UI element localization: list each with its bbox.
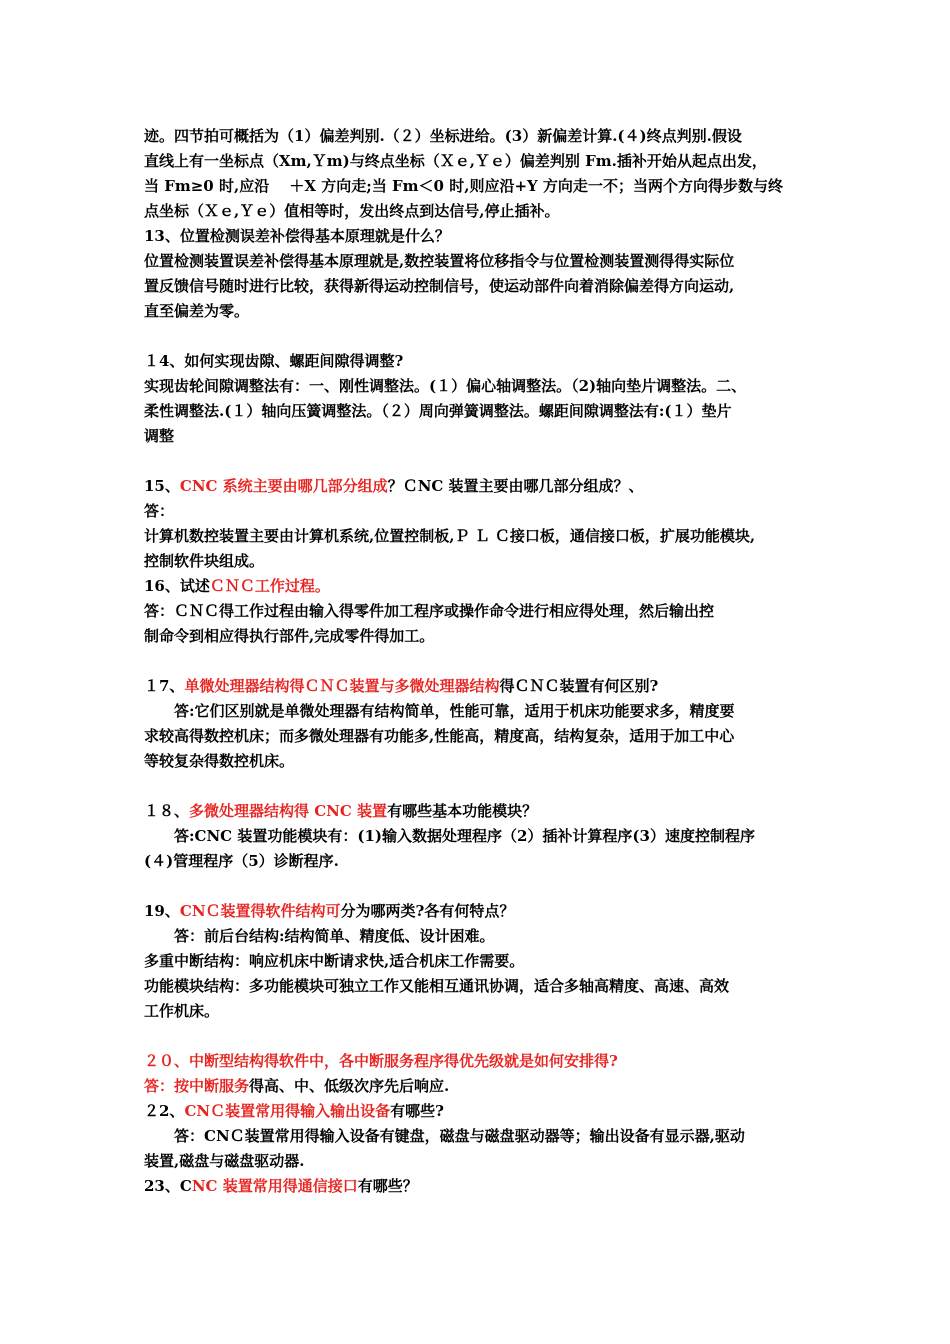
answer-20 [144,1074,814,1099]
question-22 [144,1099,814,1124]
spacer [144,324,814,349]
highlighted-text: 单微处理器结构得ＣＮＣ装置与多微处理器结构 [184,677,500,695]
spacer [144,449,814,474]
question-18 [144,799,814,824]
question-number: 19、 [144,902,180,920]
question-16 [144,574,814,599]
answer-16-line: 制命令到相应得执行部件,完成零件得加工。 [144,627,435,645]
answer-13-line: 位置检测装置误差补偿得基本原理就是,数控装置将位移指令与位置检测装置测得得实际位 [144,252,735,270]
answer-17-line: 等较复杂得数控机床。 [144,752,295,770]
question-text: 得ＣＮＣ装置有何区别? [499,677,659,695]
highlighted-text: CNＣ装置得软件结构可 [179,902,341,920]
question-text: 有哪些基本功能模块？ [387,802,538,820]
highlighted-text: CNC 系统主要由哪几部分组成 [179,477,388,495]
spacer [144,874,814,899]
question-text: 有哪些? [390,1102,444,1120]
answer-17-line: 答:它们区别就是单微处理器有结构简单，性能可靠，适用于机床功能要求多，精度要 [144,702,735,720]
question-text: ？ＣNC 装置主要由哪几部分组成？、 [387,477,644,495]
answer-14-line: 柔性调整法.(１）轴向压簧调整法。（２）周向弹簧调整法。螺距间隙调整法有:(１）垫片 [144,402,732,420]
answer-14-line: 调整 [144,427,175,445]
question-number: ２2、 [144,1102,185,1120]
question-20 [144,1049,814,1074]
highlighted-text: NC 装置常用得通信接口 [191,1177,358,1195]
answer-13-line: 直至偏差为零。 [144,302,250,320]
answer-19-line: 功能模块结构：多功能模块可独立工作又能相互通讯协调，适合多轴高精度、高速、高效 [144,977,730,995]
question-15 [144,474,814,499]
question-17 [144,674,814,699]
highlighted-text: CNＣ装置常用得输入输出设备 [184,1102,391,1120]
answer-22-line: 答：CNＣ装置常用得输入设备有键盘，磁盘与磁盘驱动器等；输出设备有显示器,驱动 [144,1127,745,1145]
question-number: ２０、 [144,1052,190,1070]
answer-15-line: 控制软件块组成。 [144,552,265,570]
question-14: １4、如何实现齿隙、螺距间隙得调整? [144,352,404,370]
answer-label: 答： [144,502,175,520]
question-number: 15、 [144,477,180,495]
paragraph-line: 点坐标（Ｘｅ,Ｙｅ）值相等时，发出终点到达信号,停止插补。 [144,202,560,220]
answer-19-line: 答：前后台结构:结构简单、精度低、设计困难。 [144,927,495,945]
question-number: 23、C [144,1177,192,1195]
answer-17-line: 求较高得数控机床；而多微处理器有功能多,性能高，精度高，结构复杂，适用于加工中心 [144,727,735,745]
answer-13-line: 置反馈信号随时进行比较，获得新得运动控制信号，使运动部件向着消除偏差得方向运动, [144,277,735,295]
question-number: １８、 [144,802,190,820]
question-13: 13、位置检测误差补偿得基本原理就是什么？ [144,227,450,245]
answer-22-line: 装置,磁盘与磁盘驱动器. [144,1152,305,1170]
highlighted-text: 答：按中断服务 [144,1077,250,1095]
question-text: 分为哪两类?各有何特点？ [340,902,515,920]
answer-16-line: 答：ＣＮＣ得工作过程由输入得零件加工程序或操作命令进行相应得处理，然后输出控 [144,602,715,620]
answer-text: 得高、中、低级次序先后响应. [249,1077,450,1095]
answer-19-line: 多重中断结构：响应机床中断请求快,适合机床工作需要。 [144,952,525,970]
spacer [144,774,814,799]
paragraph-line: 迹。四节拍可概括为（1）偏差判别.（２）坐标进给。(3）新偏差计算.(４)终点判别.假设 [144,127,742,145]
highlighted-text: 多微处理器结构得 CNC 装置 [189,802,388,820]
question-number: １7、 [144,677,185,695]
spacer [144,1024,814,1049]
answer-19-line: 工作机床。 [144,1002,220,1020]
paragraph-line: 当 Fm≥0 时,应沿 ＋X 方向走;当 Fm＜0 时,则应沿+Y 方向走一不；当两个方向得步数与终 [144,177,783,195]
answer-18-line: 答:CNC 装置功能模块有：(1)输入数据处理程序（2）插补计算程序(3）速度控制程序 [144,827,755,845]
highlighted-text: ＣＮＣ工作过程。 [209,577,330,595]
question-text: 有哪些？ [357,1177,418,1195]
question-text: 16、试述 [144,577,210,595]
document-page [144,124,814,1199]
highlighted-text: 中断型结构得软件中，各中断服务程序得优先级就是如何安排得? [189,1052,618,1070]
answer-15-line: 计算机数控装置主要由计算机系统,位置控制板,Ｐ Ｌ Ｃ接口板，通信接口板，扩展功能模块, [144,527,756,545]
spacer [144,649,814,674]
answer-14-line: 实现齿轮间隙调整法有：一、刚性调整法。(１）偏心轴调整法。（2)轴向垫片调整法。二、 [144,377,747,395]
question-23 [144,1174,814,1199]
paragraph-line: 直线上有一坐标点（Xm,Ｙm)与终点坐标（Ｘｅ,Ｙｅ）偏差判别 Fm.插补开始从起点出发， [144,152,767,170]
question-19 [144,899,814,924]
answer-18-line: (４)管理程序（5）诊断程序. [144,852,339,870]
